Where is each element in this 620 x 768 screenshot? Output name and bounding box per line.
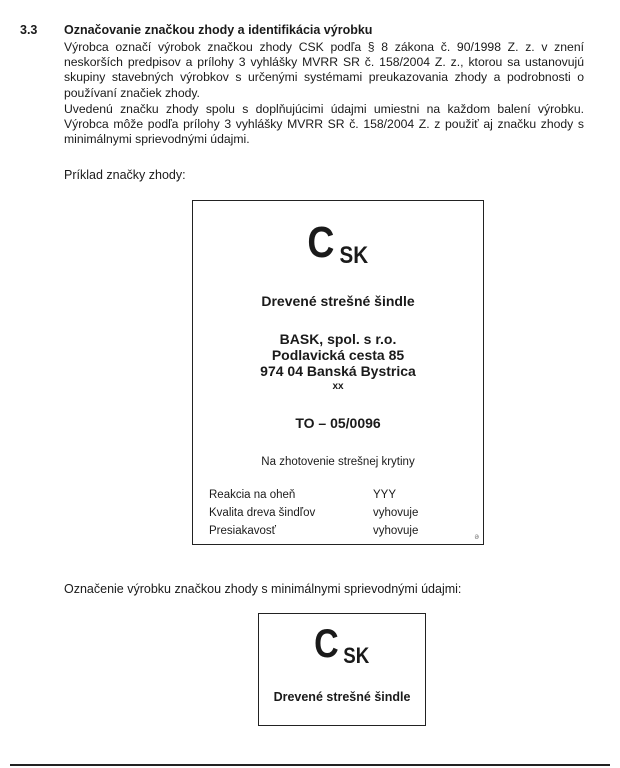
conformity-label-minimal xyxy=(258,613,426,726)
property-value: vyhovuje xyxy=(373,525,419,537)
csk-mark-logo xyxy=(259,624,425,667)
product-name: Drevené strešné šindle xyxy=(261,293,415,309)
conformity-label-full xyxy=(192,200,484,545)
company-name: BASK, spol. s r.o. xyxy=(279,331,397,347)
property-row xyxy=(209,489,459,507)
product-name: Drevené strešné šindle xyxy=(273,690,411,704)
year-placeholder: xx xyxy=(332,381,344,392)
paragraph-2: Uvedenú značku zhody spolu s doplňujúcimi údajmi umiestni na každom balení výrobku. Výrobca môže podľa prílohy 3 vyhlášky MVRR SR č. 158/2004 Z. z použiť aj značku zhody s minimálnymi sprievodnými údajmi. xyxy=(64,102,584,147)
scan-mark: ǝ xyxy=(474,532,479,541)
logo-letter: C xyxy=(307,218,335,267)
properties-list xyxy=(209,489,459,543)
company-city: 974 04 Banská Bystrica xyxy=(260,363,416,379)
logo-letter: C xyxy=(314,622,339,666)
intended-use: Na zhotovenie strešnej krytiny xyxy=(261,456,415,468)
certificate-number: TO – 05/0096 xyxy=(295,415,381,431)
company-street: Podlavická cesta 85 xyxy=(271,347,405,363)
section-title: Označovanie značkou zhody a identifikácia výrobku xyxy=(64,23,373,37)
property-name: Kvalita dreva šindľov xyxy=(209,507,316,519)
paragraph-1: Výrobca označí výrobok značkou zhody CSK podľa § 8 zákona č. 90/1998 Z. z. v znení neskorších predpisov a prílohy 3 vyhlášky MVRR SR č. 158/2004 Z. z., ktorou sa ustanovujú skupiny stavebných výrobkov s určenými systémami preukazovania zhody a podrobnosti o používaní značiek zhody. xyxy=(64,40,584,100)
logo-subscript: SK xyxy=(343,642,370,668)
bottom-divider xyxy=(10,764,610,766)
property-value: vyhovuje xyxy=(373,507,419,519)
logo-subscript: SK xyxy=(339,242,369,270)
property-value: YYY xyxy=(373,489,397,501)
minimal-label-caption: Označenie výrobku značkou zhody s minimálnymi sprievodnými údajmi: xyxy=(64,582,462,596)
section-number: 3.3 xyxy=(20,23,38,37)
property-name: Reakcia na oheň xyxy=(209,489,296,501)
csk-mark-logo xyxy=(193,218,483,270)
example-caption: Príklad značky zhody: xyxy=(64,168,186,182)
property-row xyxy=(209,507,459,525)
manufacturer-address xyxy=(193,331,483,379)
property-row xyxy=(209,525,459,543)
property-name: Presiakavosť xyxy=(209,525,276,537)
